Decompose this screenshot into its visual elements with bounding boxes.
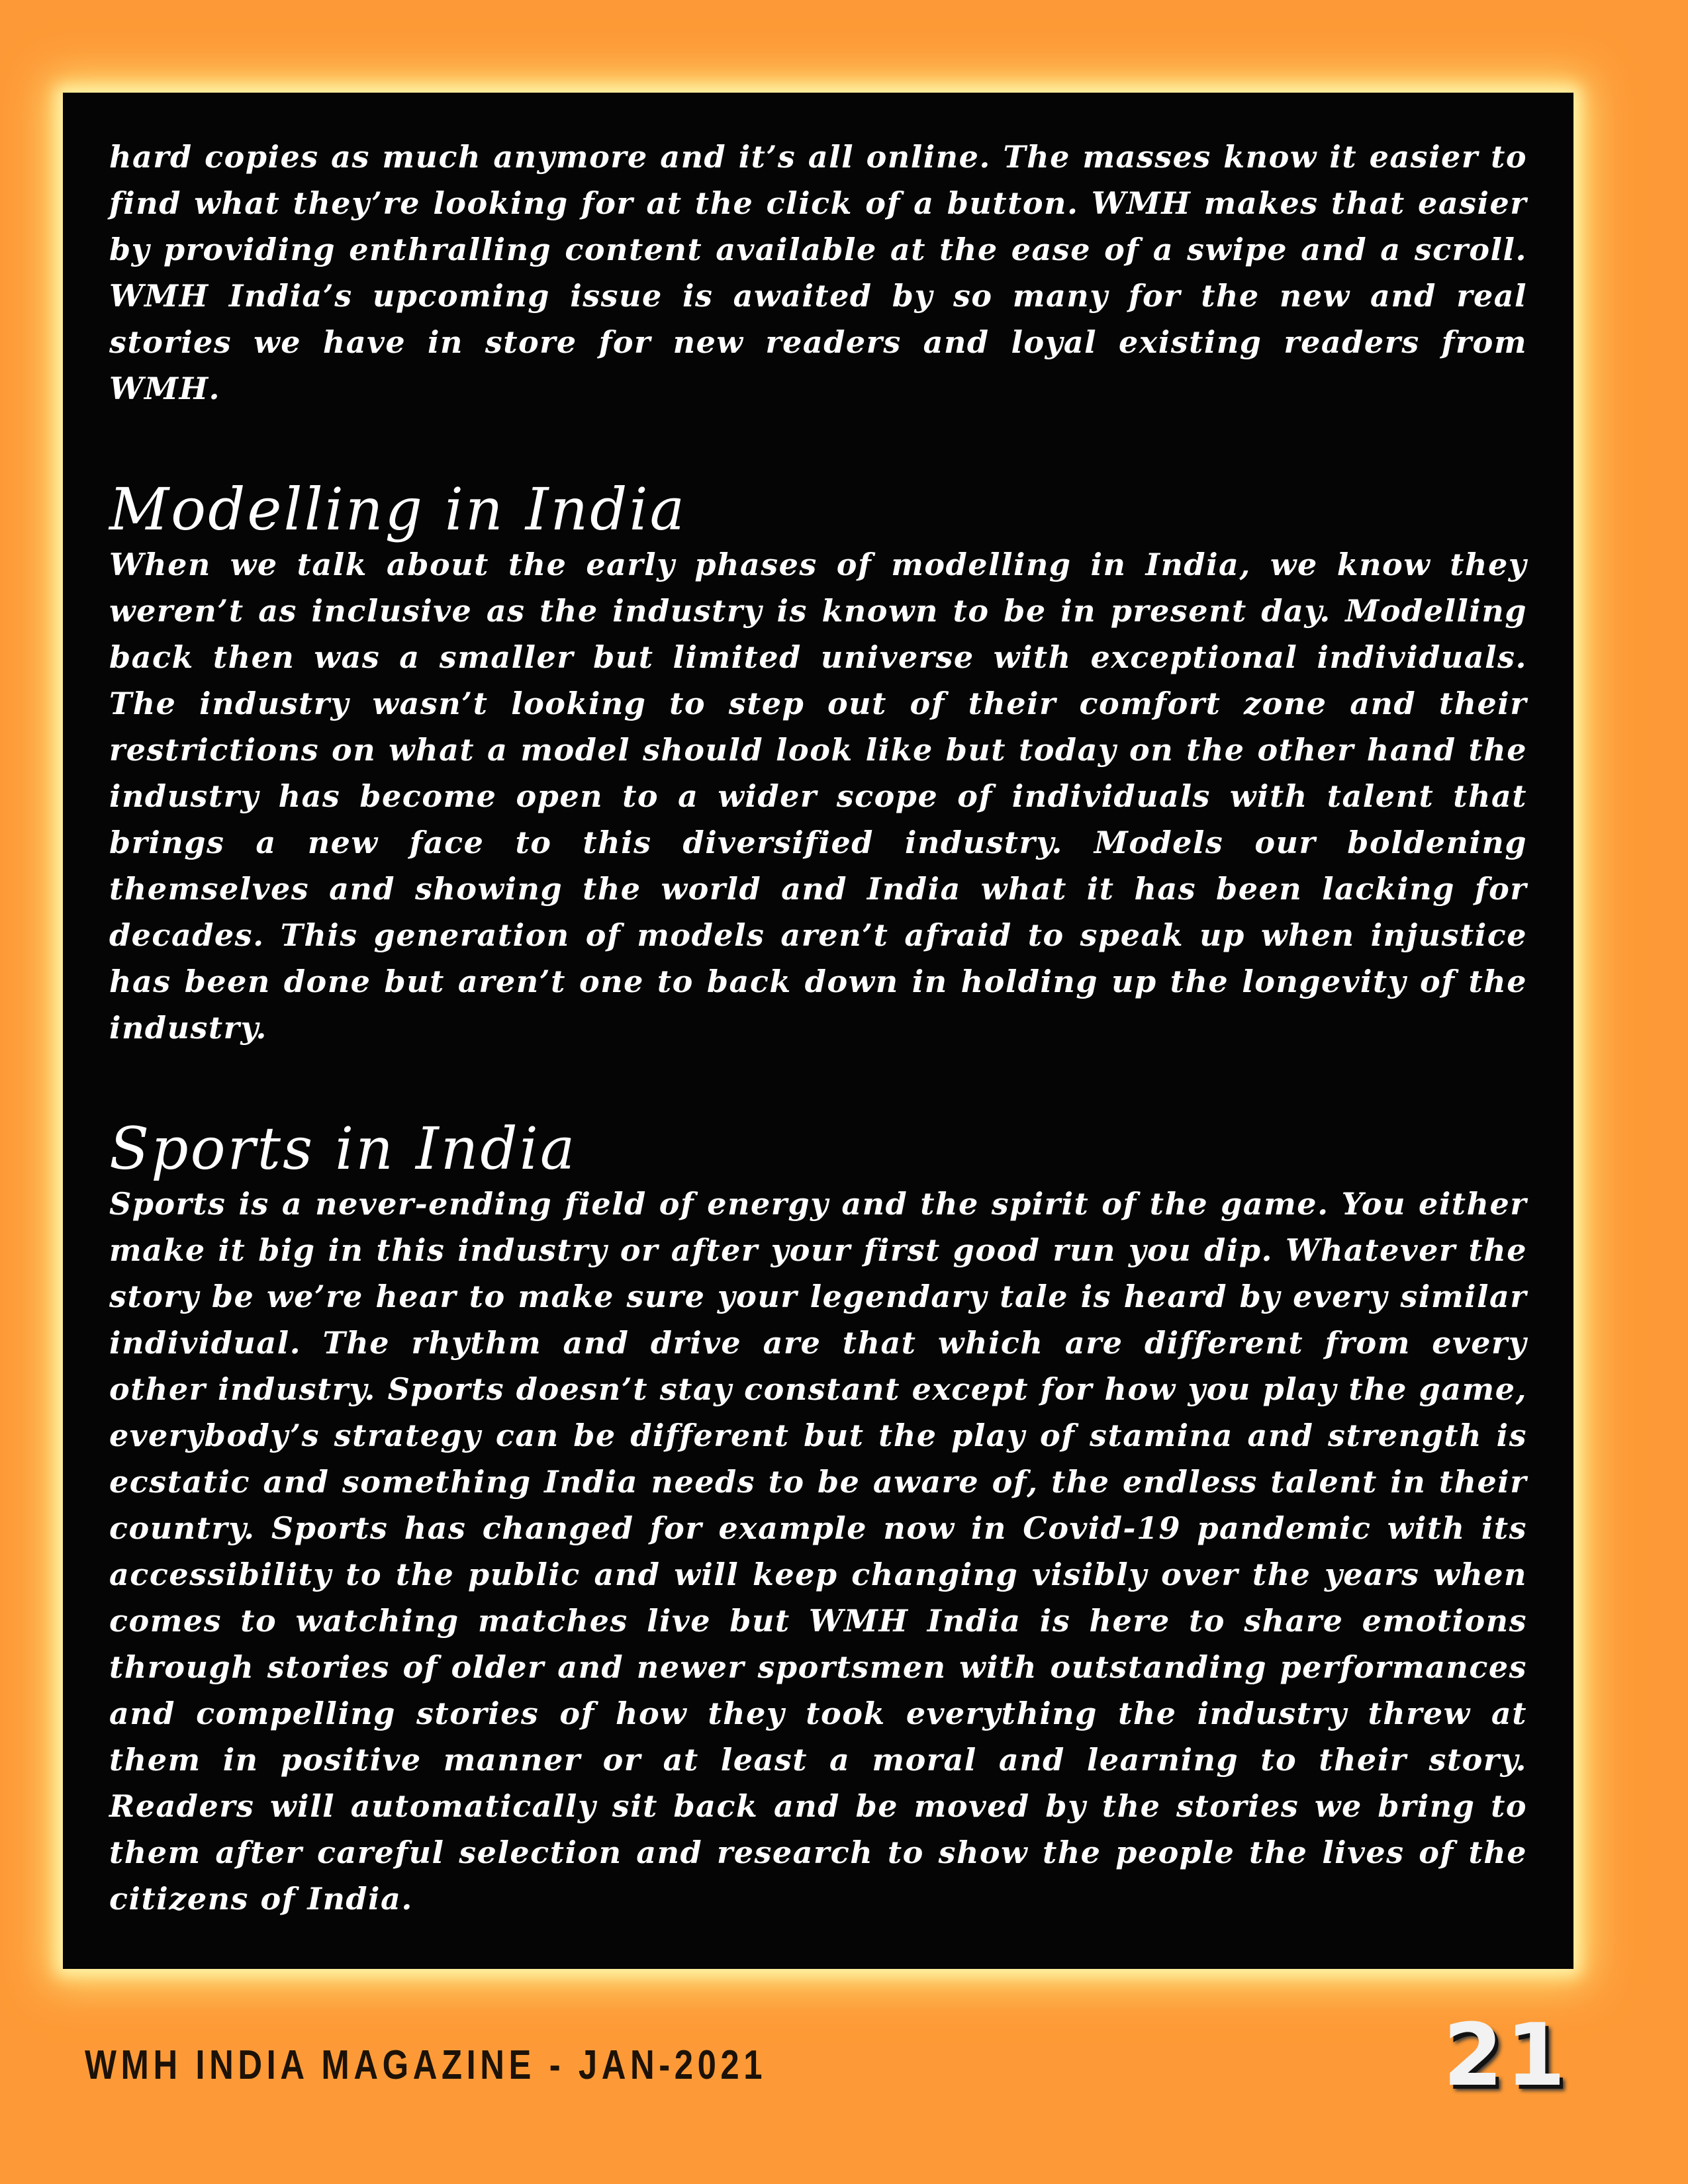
section-heading-sports: Sports in India [109, 1115, 577, 1183]
intro-paragraph: hard copies as much anymore and it’s all online. The masses know it easier to find what they’re looking for at the click of a button. WMH makes that easier by providing enthralling content available at the ease of a swipe and a scroll. WMH India’s upcoming issue is awaited by so many for the new and real stories we have in store for new readers and loyal existing readers from WMH. [109, 139, 1527, 406]
magazine-footer-label: WMH INDIA MAGAZINE - JAN-2021 [85, 2042, 767, 2088]
page-number: 21 [1443, 2005, 1568, 2105]
section-body-modelling: When we talk about the early phases of modelling in India, we know they weren’t as inclusive as the industry is known to be in present day. Modelling back then was a smaller but limited universe with exceptional individuals. The industry wasn’t looking to step out of their comfort zone and their restrictions on what a model should look like but today on the other hand the industry has become open to a wider scope of individuals with talent that brings a new face to this diversified industry. Models our boldening themselves and showing the world and India what it has been lacking for decades. This generation of models aren’t afraid to speak up when injustice has been done but aren’t one to back down in holding up the longevity of the industry. [109, 547, 1527, 1046]
section-body-sports: Sports is a never-ending field of energy and the spirit of the game. You either make it big in this industry or after your first good run you dip. Whatever the story be we’re hear to make sure your legendary tale is heard by every similar individual. The rhythm and drive are that which are different from every other industry. Sports doesn’t stay constant except for how you play the game, everybody’s strategy can be different but the play of stamina and strength is ecstatic and something India needs to be aware of, the endless talent in their country. Sports has changed for example now in Covid-19 pandemic with its accessibility to the public and will keep changing visibly over the years when comes to watching matches live but WMH India is here to share emotions through stories of older and newer sportsmen with outstanding performances and compelling stories of how they took everything the industry threw at them in positive manner or at least a moral and learning to their story. Readers will automatically sit back and be moved by the stories we bring to them after careful selection and research to show the people the lives of the citizens of India. [109, 1186, 1527, 1917]
article-panel [63, 93, 1573, 1969]
section-heading-modelling: Modelling in India [109, 475, 687, 543]
